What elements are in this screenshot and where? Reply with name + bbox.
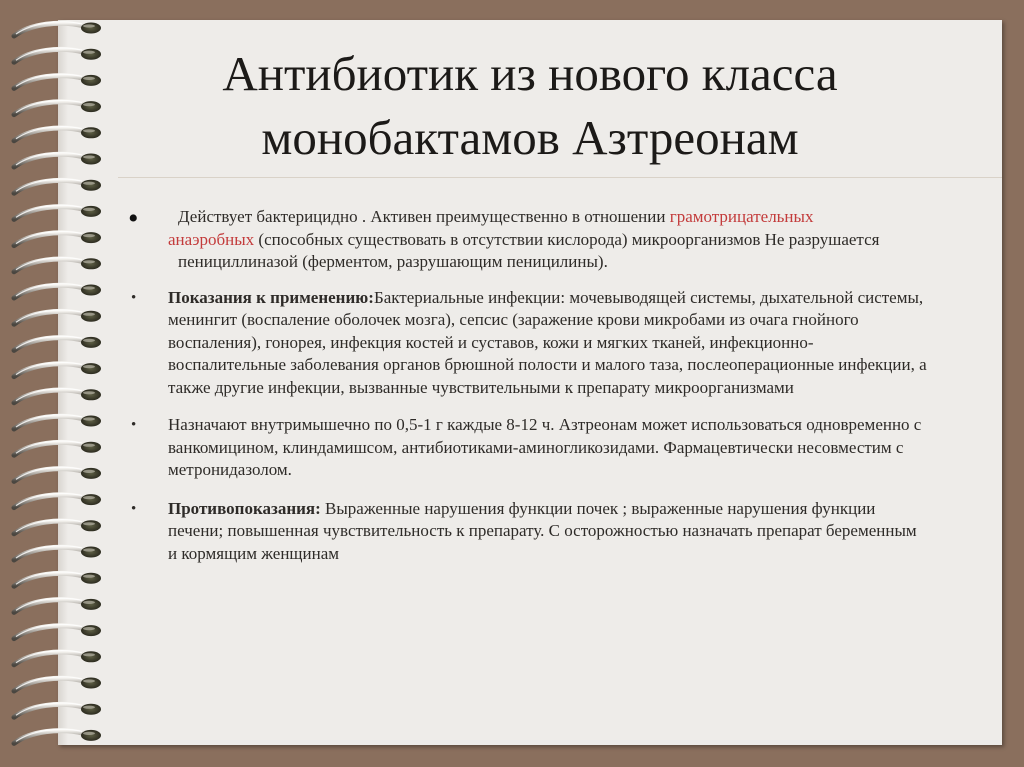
item-action-text: Действует бактерицидно . Активен преимущественно в отношении xyxy=(178,207,670,226)
spiral-ring-icon xyxy=(14,520,101,534)
highlight-gram-negative: грамотрицательных xyxy=(669,207,814,226)
bullet-marker: • xyxy=(128,202,139,235)
spiral-ring-icon xyxy=(14,598,101,612)
spiral-ring-icon xyxy=(14,258,101,272)
list-item-indications xyxy=(128,287,928,400)
spiral-ring-icon xyxy=(14,677,101,691)
spiral-ring-icon xyxy=(14,74,101,88)
spiral-ring-icon xyxy=(14,310,101,324)
spiral-ring-icon xyxy=(14,415,101,429)
bullet-marker: • xyxy=(131,500,137,517)
spiral-ring-icon xyxy=(14,441,101,455)
bullet-marker: • xyxy=(131,417,137,433)
bullet-marker: • xyxy=(131,289,137,306)
spiral-ring-icon xyxy=(14,651,101,665)
bullet-list xyxy=(128,202,928,565)
spiral-ring-icon xyxy=(14,205,101,219)
spiral-ring-icon xyxy=(14,362,101,376)
indications-label: Показания к применению: xyxy=(168,287,374,307)
list-item-contraindications xyxy=(128,498,928,566)
slide-title xyxy=(120,42,940,170)
spiral-ring-icon xyxy=(14,703,101,717)
list-item-action xyxy=(128,202,928,274)
spiral-ring-icon xyxy=(14,729,101,743)
title-line-2: монобактамов Азтреонам xyxy=(261,110,799,165)
item-action-text-continued: (способных существовать в отсутствии кислорода) микроорганизмов Не разрушается пенициллиназой (ферментом, разрушающим пеницилины). xyxy=(178,229,880,271)
spiral-ring-icon xyxy=(14,624,101,638)
list-item-dosage xyxy=(128,414,928,482)
spiral-binding xyxy=(0,0,120,767)
indications-text: Бактериальные инфекции: мочевыводящей системы, дыхательной системы, менингит (воспаление оболочек мозга), сепсис (заражение крови микробами из очага гнойного воспаления), гонорея, инфекция костей и суставов, кожи и мягких тканей, инфекционно-воспалительные заболевания органов брюшной полости и малого таза, послеоперационные инфекции, а также другие инфекции, вызванные чувствительными к препарату микроорганизмами xyxy=(168,287,927,397)
contraindications-label: Противопоказания: xyxy=(168,498,321,518)
spiral-ring-icon xyxy=(14,467,101,481)
spiral-ring-icon xyxy=(14,127,101,141)
highlight-anaerobic: анаэробных xyxy=(168,229,255,249)
spiral-ring-icon xyxy=(14,546,101,560)
spiral-ring-icon xyxy=(14,572,101,586)
spiral-ring-icon xyxy=(14,284,101,298)
spiral-ring-icon xyxy=(14,336,101,350)
spiral-ring-icon xyxy=(14,179,101,193)
title-line-1: Антибиотик из нового класса xyxy=(222,46,838,101)
spiral-ring-icon xyxy=(14,22,101,36)
spiral-ring-icon xyxy=(14,231,101,245)
spiral-ring-icon xyxy=(14,100,101,114)
spiral-ring-icon xyxy=(14,153,101,167)
spiral-ring-icon xyxy=(14,389,101,403)
spiral-ring-icon xyxy=(14,48,101,62)
item-text xyxy=(168,206,928,274)
dosage-text: Назначают внутримышечно по 0,5-1 г каждые 8-12 ч. Азтреонам может использоваться одновременно с ванкомицином, клиндамишсом, антибиотиками-аминогликозидами. Фармацевтически несовместим с метронидазолом. xyxy=(168,415,922,479)
title-divider xyxy=(118,177,1002,178)
contraindications-text: Выраженные нарушения функции почек ; выраженные нарушения функции печени; повышенная чувствительность к препарату. С осторожностью назначать препарат беременным и кормящим женщинам xyxy=(168,498,917,563)
spiral-ring-icon xyxy=(14,493,101,507)
